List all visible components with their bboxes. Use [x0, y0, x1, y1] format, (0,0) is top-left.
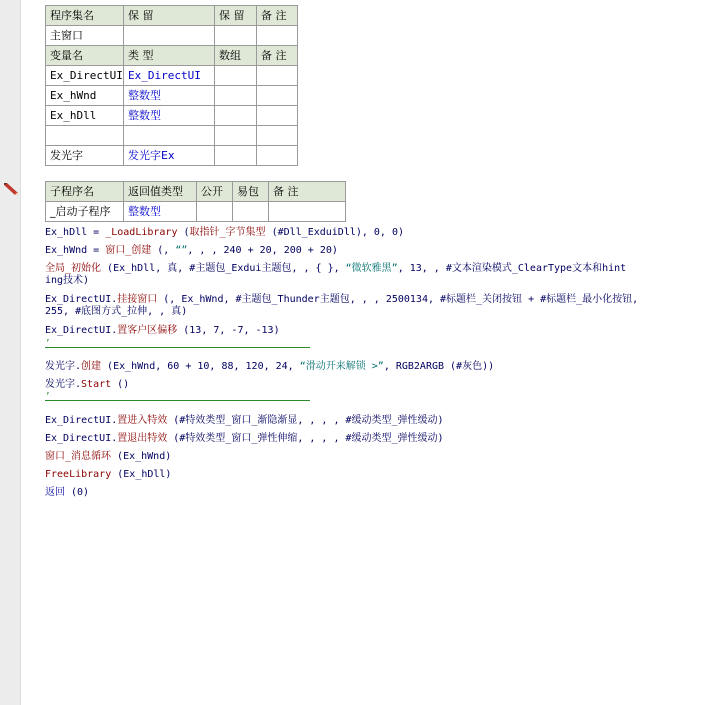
code-token: 窗口_创建 — [105, 245, 152, 256]
code-line[interactable] — [45, 325, 280, 337]
header-cell: 返回值类型 — [124, 182, 197, 202]
cell[interactable] — [197, 202, 233, 222]
cell[interactable] — [215, 26, 257, 46]
header-cell: 备 注 — [269, 182, 346, 202]
cell[interactable] — [215, 66, 257, 86]
header-cell: 保 留 — [215, 6, 257, 26]
header-cell: 数组 — [215, 46, 257, 66]
code-line[interactable] — [45, 245, 338, 257]
code-line-wrap — [45, 275, 89, 287]
code-token: 窗口_消息循环 — [45, 451, 112, 462]
cell[interactable] — [233, 202, 269, 222]
code-line[interactable] — [45, 451, 171, 463]
code-token: Ex_DirectUI. — [45, 294, 118, 305]
code-token: (, Ex_hWnd, #主题包_Thunder主题包, , , 2500134, #标题栏_关闭按钮 + #标题栏_最小化按钮, — [157, 294, 639, 305]
var-type-cell[interactable]: 整数型 — [124, 106, 215, 126]
cell[interactable] — [257, 66, 298, 86]
code-token: (Ex_hWnd) — [111, 451, 172, 462]
var-name-cell[interactable]: 发光字 — [46, 146, 124, 166]
code-token: (, — [151, 245, 176, 256]
var-row[interactable] — [46, 106, 298, 126]
code-token: “微软雅黑” — [345, 263, 398, 274]
code-token: Ex_hWnd = — [45, 245, 106, 256]
code-token: 全局_初始化 — [45, 263, 102, 274]
separator-line — [45, 400, 310, 401]
code-token: 发光字. — [45, 361, 82, 372]
editor-gutter — [0, 0, 21, 705]
header-cell: 类 型 — [124, 46, 215, 66]
code-token: 创建 — [81, 361, 102, 372]
cell[interactable] — [257, 146, 298, 166]
code-line[interactable] — [45, 487, 89, 499]
assembly-table — [45, 5, 298, 166]
code-line[interactable] — [45, 361, 494, 373]
var-row[interactable] — [46, 126, 298, 146]
var-row[interactable] — [46, 86, 298, 106]
code-token: Start — [81, 379, 112, 390]
cell[interactable] — [257, 86, 298, 106]
code-token: (#特效类型_窗口_渐隐渐显, , , , #缓动类型_弹性缓动) — [167, 415, 444, 426]
code-token: (#特效类型_窗口_弹性伸缩, , , , #缓动类型_弹性缓动) — [167, 433, 444, 444]
cell[interactable] — [257, 106, 298, 126]
code-token: (Ex_hDll) — [111, 469, 172, 480]
code-token: (#Dll_ExduiDll), 0, 0) — [265, 227, 405, 238]
var-type-cell[interactable]: 发光字Ex — [124, 146, 215, 166]
var-name-cell[interactable]: Ex_hWnd — [46, 86, 124, 106]
code-token: 挂接窗口 — [117, 294, 158, 305]
code-token: ing技术) — [45, 275, 90, 286]
code-token: 置进入特效 — [117, 415, 168, 426]
var-name-cell[interactable] — [46, 126, 124, 146]
code-line[interactable] — [45, 469, 171, 481]
code-line-wrap — [45, 306, 187, 318]
code-token: Ex_hDll = — [45, 227, 106, 238]
separator-tick: ’ — [45, 392, 51, 402]
code-token: Ex_DirectUI. — [45, 433, 118, 444]
code-token: _LoadLibrary — [105, 227, 178, 238]
code-token: , 13, , #文本渲染模式_ClearType文本和hint — [397, 263, 627, 274]
sub-header-row — [46, 182, 346, 202]
header-cell: 易包 — [233, 182, 269, 202]
code-line[interactable] — [45, 433, 444, 445]
code-token: (0) — [65, 487, 90, 498]
assembly-row[interactable] — [46, 26, 298, 46]
code-token: “滑动开来解锁 >” — [299, 361, 384, 372]
subroutine-table — [45, 181, 346, 222]
cell[interactable] — [257, 26, 298, 46]
code-token: (Ex_hDll, 真, #主题包_Exdui主题包, , { }, — [101, 263, 346, 274]
var-row[interactable] — [46, 66, 298, 86]
cell[interactable] — [215, 106, 257, 126]
header-cell: 子程序名 — [46, 182, 124, 202]
code-line[interactable] — [45, 294, 638, 306]
assembly-header-row — [46, 6, 298, 26]
header-cell: 备 注 — [257, 46, 298, 66]
code-token: Ex_DirectUI. — [45, 325, 118, 336]
code-line[interactable] — [45, 379, 129, 391]
var-type-cell[interactable] — [124, 126, 215, 146]
code-token: (13, 7, -7, -13) — [177, 325, 280, 336]
code-token: 返回 — [45, 487, 65, 498]
code-line[interactable] — [45, 263, 626, 275]
code-token: 置客户区偏移 — [117, 325, 178, 336]
header-cell: 程序集名 — [46, 6, 124, 26]
code-token: “” — [175, 245, 188, 256]
sub-return-type-cell[interactable]: 整数型 — [124, 202, 197, 222]
header-cell: 公开 — [197, 182, 233, 202]
cell[interactable] — [269, 202, 346, 222]
sub-name-cell[interactable]: _启动子程序 — [46, 202, 124, 222]
pencil-icon — [3, 182, 19, 196]
cell[interactable] — [215, 126, 257, 146]
var-type-cell[interactable]: Ex_DirectUI — [124, 66, 215, 86]
sub-row[interactable] — [46, 202, 346, 222]
cell[interactable] — [215, 86, 257, 106]
code-token: FreeLibrary — [45, 469, 112, 480]
code-token: ( — [177, 227, 190, 238]
code-token: (Ex_hWnd, 60 + 10, 88, 120, 24, — [101, 361, 300, 372]
code-line[interactable] — [45, 227, 404, 239]
separator-tick: ’ — [45, 339, 51, 349]
var-row[interactable] — [46, 146, 298, 166]
code-token: 255, #底图方式_拉伸, , 真) — [45, 306, 188, 317]
code-token: , RGB2ARGB (#灰色)) — [383, 361, 495, 372]
code-token: , , , 240 + 20, 200 + 20) — [187, 245, 338, 256]
header-cell: 备 注 — [257, 6, 298, 26]
cell[interactable] — [257, 126, 298, 146]
code-line[interactable] — [45, 415, 444, 427]
var-name-cell[interactable]: Ex_DirectUI — [46, 66, 124, 86]
code-token: 置退出特效 — [117, 433, 168, 444]
cell[interactable] — [215, 146, 257, 166]
assembly-name-cell[interactable]: 主窗口 — [46, 26, 124, 46]
cell[interactable] — [124, 26, 215, 46]
code-token: Ex_DirectUI. — [45, 415, 118, 426]
code-token: () — [111, 379, 130, 390]
var-header-row — [46, 46, 298, 66]
header-cell: 保 留 — [124, 6, 215, 26]
var-name-cell[interactable]: Ex_hDll — [46, 106, 124, 126]
header-cell: 变量名 — [46, 46, 124, 66]
var-type-cell[interactable]: 整数型 — [124, 86, 215, 106]
code-token: 取指针_字节集型 — [189, 227, 266, 238]
separator-line — [45, 347, 310, 348]
code-token: 发光字. — [45, 379, 82, 390]
